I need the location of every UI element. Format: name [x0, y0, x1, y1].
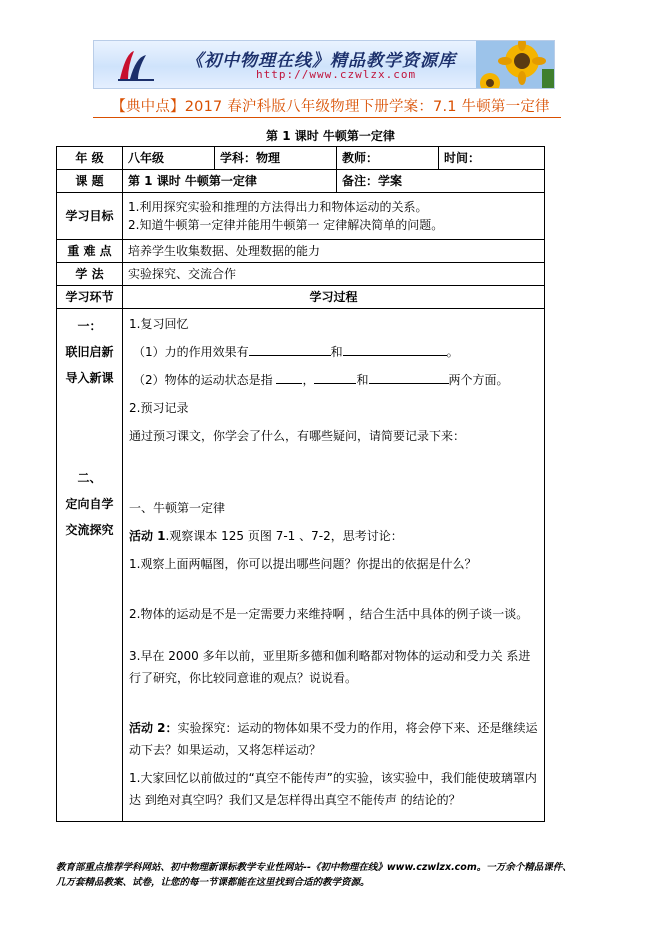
stage-column: [57, 309, 123, 822]
banner-title: 《初中物理在线》精品教学资源库: [186, 51, 456, 71]
stage-1-name-b: 导入新课: [65, 371, 114, 385]
answer-blank: [249, 343, 331, 356]
preview-heading: 2.预习记录: [129, 401, 189, 415]
method-label: 学 法: [57, 263, 123, 286]
stage-2-number: 二、: [77, 471, 102, 485]
question-2: （2）物体的运动状态是指 ， 和 两个方面。: [133, 373, 509, 387]
note-cell: 备注：学案: [337, 170, 545, 193]
activity-1-question-1: 1.观察上面两幅图，你可以提出哪些问题？你提出的依据是什么？: [129, 557, 477, 571]
document-title: 【典中点】2017 春沪科版八年级物理下册学案：7.1 牛顿第一定律: [111, 99, 550, 115]
stage-1-name-a: 联旧启新: [65, 345, 114, 359]
activity-1-question-2: 2.物体的运动是不是一定需要力来维持啊 ，结合生活中具体的例子谈一谈。: [129, 607, 529, 621]
grade-value: 八年级: [123, 147, 215, 170]
lesson-title: 第 1 课时 牛顿第一定律: [266, 129, 395, 143]
lesson-plan-table: [56, 146, 545, 822]
section-heading: 一、牛顿第一定律: [129, 501, 226, 515]
footer-line-1: 教育部重点推荐学科网站、初中物理新课标教学专业性网站--《初中物理在线》www.czwlzx.com。一万余个精品课件、: [56, 862, 572, 873]
process-content: [123, 309, 545, 822]
goals-cell: [123, 193, 545, 240]
time-cell: 时间：: [439, 147, 545, 170]
activity-1: 活动 1.观察课本 125 页图 7-1 、7-2，思考讨论：: [129, 529, 403, 543]
topic-label: 课 题: [57, 170, 123, 193]
page-footer: [56, 860, 616, 890]
keypoint-label: 重 难 点: [57, 240, 123, 263]
process-label: 学习过程: [123, 286, 545, 309]
subject-cell: 学科：物理: [215, 147, 337, 170]
question-1: （1）力的作用效果有 和 。: [133, 345, 459, 359]
goal-1: 1.利用探究实验和推理的方法得出力和物体运动的关系。: [128, 200, 428, 214]
stage-2-name-a: 定向自学: [65, 497, 114, 511]
grade-label: 年 级: [57, 147, 123, 170]
stage-2-name-b: 交流探究: [65, 523, 114, 537]
footer-line-2: 几万套精品教案、试卷，让您的每一节课都能在这里找到合适的教学资源。: [56, 877, 370, 888]
goals-label: 学习目标: [57, 193, 123, 240]
banner-url: http://www.czwlzx.com: [256, 68, 417, 81]
header-banner: [93, 40, 555, 89]
activity-2-question-1: 1.大家回忆以前做过的“真空不能传声”的实验，该实验中，我们能使玻璃罩内达 到绝对真空吗？我们又是怎样得出真空不能传声 的结论的？: [129, 771, 537, 807]
activity-2: 活动 2：实验探究：运动的物体如果不受力的作用，将会停下来、还是继续运动下去？如果运动，又将怎样运动？: [129, 721, 538, 757]
answer-blank: [276, 371, 302, 384]
site-logo-icon: [116, 47, 156, 83]
answer-blank: [314, 371, 356, 384]
keypoint-value: 培养学生收集数据、处理数据的能力: [123, 240, 545, 263]
stage-label: 学习环节: [57, 286, 123, 309]
goal-2: 2.知道牛顿第一定律并能用牛顿第一 定律解决简单的问题。: [128, 218, 444, 232]
activity-1-question-3: 3.早在 2000 多年以前，亚里斯多德和伽利略都对物体的运动和受力关 系进行了研究，你比较同意谁的观点？说说看。: [129, 649, 531, 685]
answer-blank: [343, 343, 447, 356]
preview-instruction: 通过预习课文，你学会了什么，有哪些疑问，请简要记录下来：: [129, 429, 466, 443]
sunflower-icon: [476, 40, 554, 89]
title-divider: [93, 117, 561, 118]
topic-value: 第 1 课时 牛顿第一定律: [123, 170, 337, 193]
answer-blank: [369, 371, 449, 384]
method-value: 实验探究、交流合作: [123, 263, 545, 286]
review-heading: 1.复习回忆: [129, 317, 189, 331]
teacher-cell: 教师：: [337, 147, 439, 170]
stage-1-number: 一：: [77, 319, 102, 333]
